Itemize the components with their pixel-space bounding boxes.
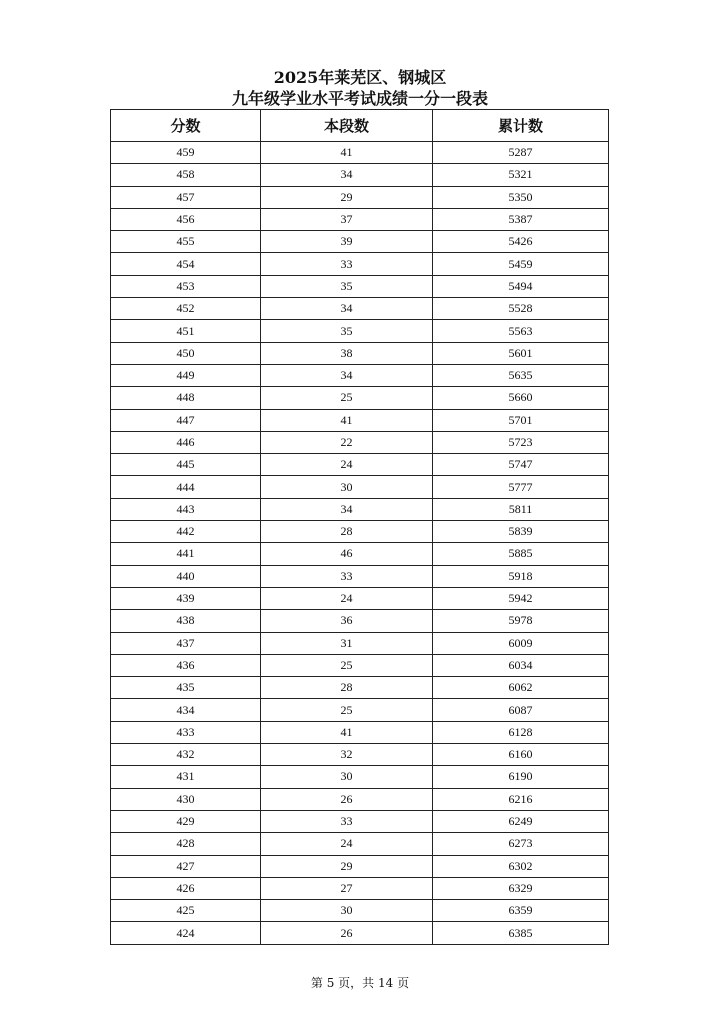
score-cell: 431 xyxy=(111,766,261,788)
page-subtitle: 九年级学业水平考试成绩一分一段表 xyxy=(231,89,488,108)
segment-count-cell: 28 xyxy=(261,521,433,543)
segment-count-cell: 30 xyxy=(261,766,433,788)
table-body xyxy=(111,142,609,945)
table-row xyxy=(111,543,609,565)
table-row xyxy=(111,142,609,164)
cumulative-count-cell: 5723 xyxy=(433,431,609,453)
score-cell: 451 xyxy=(111,320,261,342)
table-row xyxy=(111,364,609,386)
table-row xyxy=(111,810,609,832)
segment-count-cell: 32 xyxy=(261,744,433,766)
score-cell: 444 xyxy=(111,476,261,498)
segment-count-cell: 27 xyxy=(261,877,433,899)
segment-count-cell: 34 xyxy=(261,298,433,320)
segment-count-cell: 33 xyxy=(261,253,433,275)
score-cell: 442 xyxy=(111,521,261,543)
segment-count-cell: 41 xyxy=(261,142,433,164)
cumulative-count-cell: 5701 xyxy=(433,409,609,431)
table-row xyxy=(111,654,609,676)
score-cell: 430 xyxy=(111,788,261,810)
table-row xyxy=(111,275,609,297)
cumulative-count-cell: 6087 xyxy=(433,699,609,721)
table-row xyxy=(111,186,609,208)
cumulative-count-cell: 6273 xyxy=(433,833,609,855)
score-cell: 441 xyxy=(111,543,261,565)
cumulative-count-cell: 6128 xyxy=(433,721,609,743)
segment-count-cell: 29 xyxy=(261,855,433,877)
table-row xyxy=(111,677,609,699)
header-cumulative-count: 累计数 xyxy=(433,110,609,142)
table-row xyxy=(111,231,609,253)
score-cell: 439 xyxy=(111,587,261,609)
score-cell: 424 xyxy=(111,922,261,944)
cumulative-count-cell: 6062 xyxy=(433,677,609,699)
cumulative-count-cell: 6302 xyxy=(433,855,609,877)
segment-count-cell: 33 xyxy=(261,565,433,587)
table-row xyxy=(111,298,609,320)
segment-count-cell: 39 xyxy=(261,231,433,253)
cumulative-count-cell: 6385 xyxy=(433,922,609,944)
header-score: 分数 xyxy=(111,110,261,142)
score-distribution-table xyxy=(110,109,609,945)
cumulative-count-cell: 6160 xyxy=(433,744,609,766)
table-row xyxy=(111,766,609,788)
score-cell: 427 xyxy=(111,855,261,877)
table-row xyxy=(111,788,609,810)
score-cell: 426 xyxy=(111,877,261,899)
score-cell: 455 xyxy=(111,231,261,253)
segment-count-cell: 29 xyxy=(261,186,433,208)
cumulative-count-cell: 5287 xyxy=(433,142,609,164)
score-cell: 433 xyxy=(111,721,261,743)
table-row xyxy=(111,744,609,766)
score-cell: 434 xyxy=(111,699,261,721)
table-row xyxy=(111,253,609,275)
score-cell: 450 xyxy=(111,342,261,364)
segment-count-cell: 34 xyxy=(261,498,433,520)
segment-count-cell: 34 xyxy=(261,164,433,186)
cumulative-count-cell: 6190 xyxy=(433,766,609,788)
score-cell: 458 xyxy=(111,164,261,186)
table-row xyxy=(111,833,609,855)
score-cell: 432 xyxy=(111,744,261,766)
table-row xyxy=(111,409,609,431)
table-row xyxy=(111,922,609,944)
table-row xyxy=(111,855,609,877)
table-row xyxy=(111,164,609,186)
segment-count-cell: 24 xyxy=(261,587,433,609)
score-cell: 452 xyxy=(111,298,261,320)
segment-count-cell: 34 xyxy=(261,364,433,386)
cumulative-count-cell: 5839 xyxy=(433,521,609,543)
cumulative-count-cell: 5563 xyxy=(433,320,609,342)
score-cell: 438 xyxy=(111,610,261,632)
table-row xyxy=(111,454,609,476)
cumulative-count-cell: 5321 xyxy=(433,164,609,186)
segment-count-cell: 25 xyxy=(261,387,433,409)
score-cell: 445 xyxy=(111,454,261,476)
table-row xyxy=(111,587,609,609)
segment-count-cell: 35 xyxy=(261,275,433,297)
cumulative-count-cell: 5942 xyxy=(433,587,609,609)
cumulative-count-cell: 5494 xyxy=(433,275,609,297)
cumulative-count-cell: 6359 xyxy=(433,900,609,922)
segment-count-cell: 41 xyxy=(261,409,433,431)
table-row xyxy=(111,565,609,587)
cumulative-count-cell: 5426 xyxy=(433,231,609,253)
cumulative-count-cell: 6009 xyxy=(433,632,609,654)
cumulative-count-cell: 5777 xyxy=(433,476,609,498)
segment-count-cell: 28 xyxy=(261,677,433,699)
segment-count-cell: 26 xyxy=(261,788,433,810)
table-row xyxy=(111,476,609,498)
cumulative-count-cell: 6034 xyxy=(433,654,609,676)
score-cell: 443 xyxy=(111,498,261,520)
segment-count-cell: 36 xyxy=(261,610,433,632)
page-title: 2025年莱芜区、钢城区 xyxy=(273,68,447,87)
table-row xyxy=(111,900,609,922)
score-cell: 454 xyxy=(111,253,261,275)
cumulative-count-cell: 5601 xyxy=(433,342,609,364)
cumulative-count-cell: 5747 xyxy=(433,454,609,476)
table-row xyxy=(111,699,609,721)
cumulative-count-cell: 5528 xyxy=(433,298,609,320)
score-cell: 453 xyxy=(111,275,261,297)
score-cell: 437 xyxy=(111,632,261,654)
score-cell: 446 xyxy=(111,431,261,453)
header-segment-count: 本段数 xyxy=(261,110,433,142)
score-cell: 457 xyxy=(111,186,261,208)
cumulative-count-cell: 5978 xyxy=(433,610,609,632)
table-row xyxy=(111,632,609,654)
segment-count-cell: 30 xyxy=(261,476,433,498)
cumulative-count-cell: 5387 xyxy=(433,208,609,230)
score-cell: 440 xyxy=(111,565,261,587)
segment-count-cell: 24 xyxy=(261,833,433,855)
table-row xyxy=(111,498,609,520)
score-cell: 449 xyxy=(111,364,261,386)
table-row xyxy=(111,877,609,899)
cumulative-count-cell: 5811 xyxy=(433,498,609,520)
segment-count-cell: 25 xyxy=(261,699,433,721)
table-header-row xyxy=(111,110,609,142)
segment-count-cell: 26 xyxy=(261,922,433,944)
segment-count-cell: 33 xyxy=(261,810,433,832)
cumulative-count-cell: 5660 xyxy=(433,387,609,409)
score-cell: 429 xyxy=(111,810,261,832)
segment-count-cell: 25 xyxy=(261,654,433,676)
table-row xyxy=(111,342,609,364)
score-cell: 425 xyxy=(111,900,261,922)
score-cell: 436 xyxy=(111,654,261,676)
segment-count-cell: 24 xyxy=(261,454,433,476)
segment-count-cell: 41 xyxy=(261,721,433,743)
segment-count-cell: 22 xyxy=(261,431,433,453)
cumulative-count-cell: 5918 xyxy=(433,565,609,587)
segment-count-cell: 30 xyxy=(261,900,433,922)
segment-count-cell: 46 xyxy=(261,543,433,565)
table-row xyxy=(111,320,609,342)
cumulative-count-cell: 5885 xyxy=(433,543,609,565)
segment-count-cell: 37 xyxy=(261,208,433,230)
table-row xyxy=(111,208,609,230)
segment-count-cell: 38 xyxy=(261,342,433,364)
cumulative-count-cell: 5350 xyxy=(433,186,609,208)
score-cell: 448 xyxy=(111,387,261,409)
page-number: 第 5 页，共 14 页 xyxy=(310,976,410,990)
score-cell: 456 xyxy=(111,208,261,230)
cumulative-count-cell: 6216 xyxy=(433,788,609,810)
score-cell: 435 xyxy=(111,677,261,699)
score-cell: 447 xyxy=(111,409,261,431)
table-row xyxy=(111,387,609,409)
segment-count-cell: 35 xyxy=(261,320,433,342)
table-row xyxy=(111,431,609,453)
table-row xyxy=(111,610,609,632)
cumulative-count-cell: 6249 xyxy=(433,810,609,832)
score-cell: 459 xyxy=(111,142,261,164)
cumulative-count-cell: 6329 xyxy=(433,877,609,899)
cumulative-count-cell: 5459 xyxy=(433,253,609,275)
table-row xyxy=(111,721,609,743)
cumulative-count-cell: 5635 xyxy=(433,364,609,386)
segment-count-cell: 31 xyxy=(261,632,433,654)
table-row xyxy=(111,521,609,543)
score-cell: 428 xyxy=(111,833,261,855)
